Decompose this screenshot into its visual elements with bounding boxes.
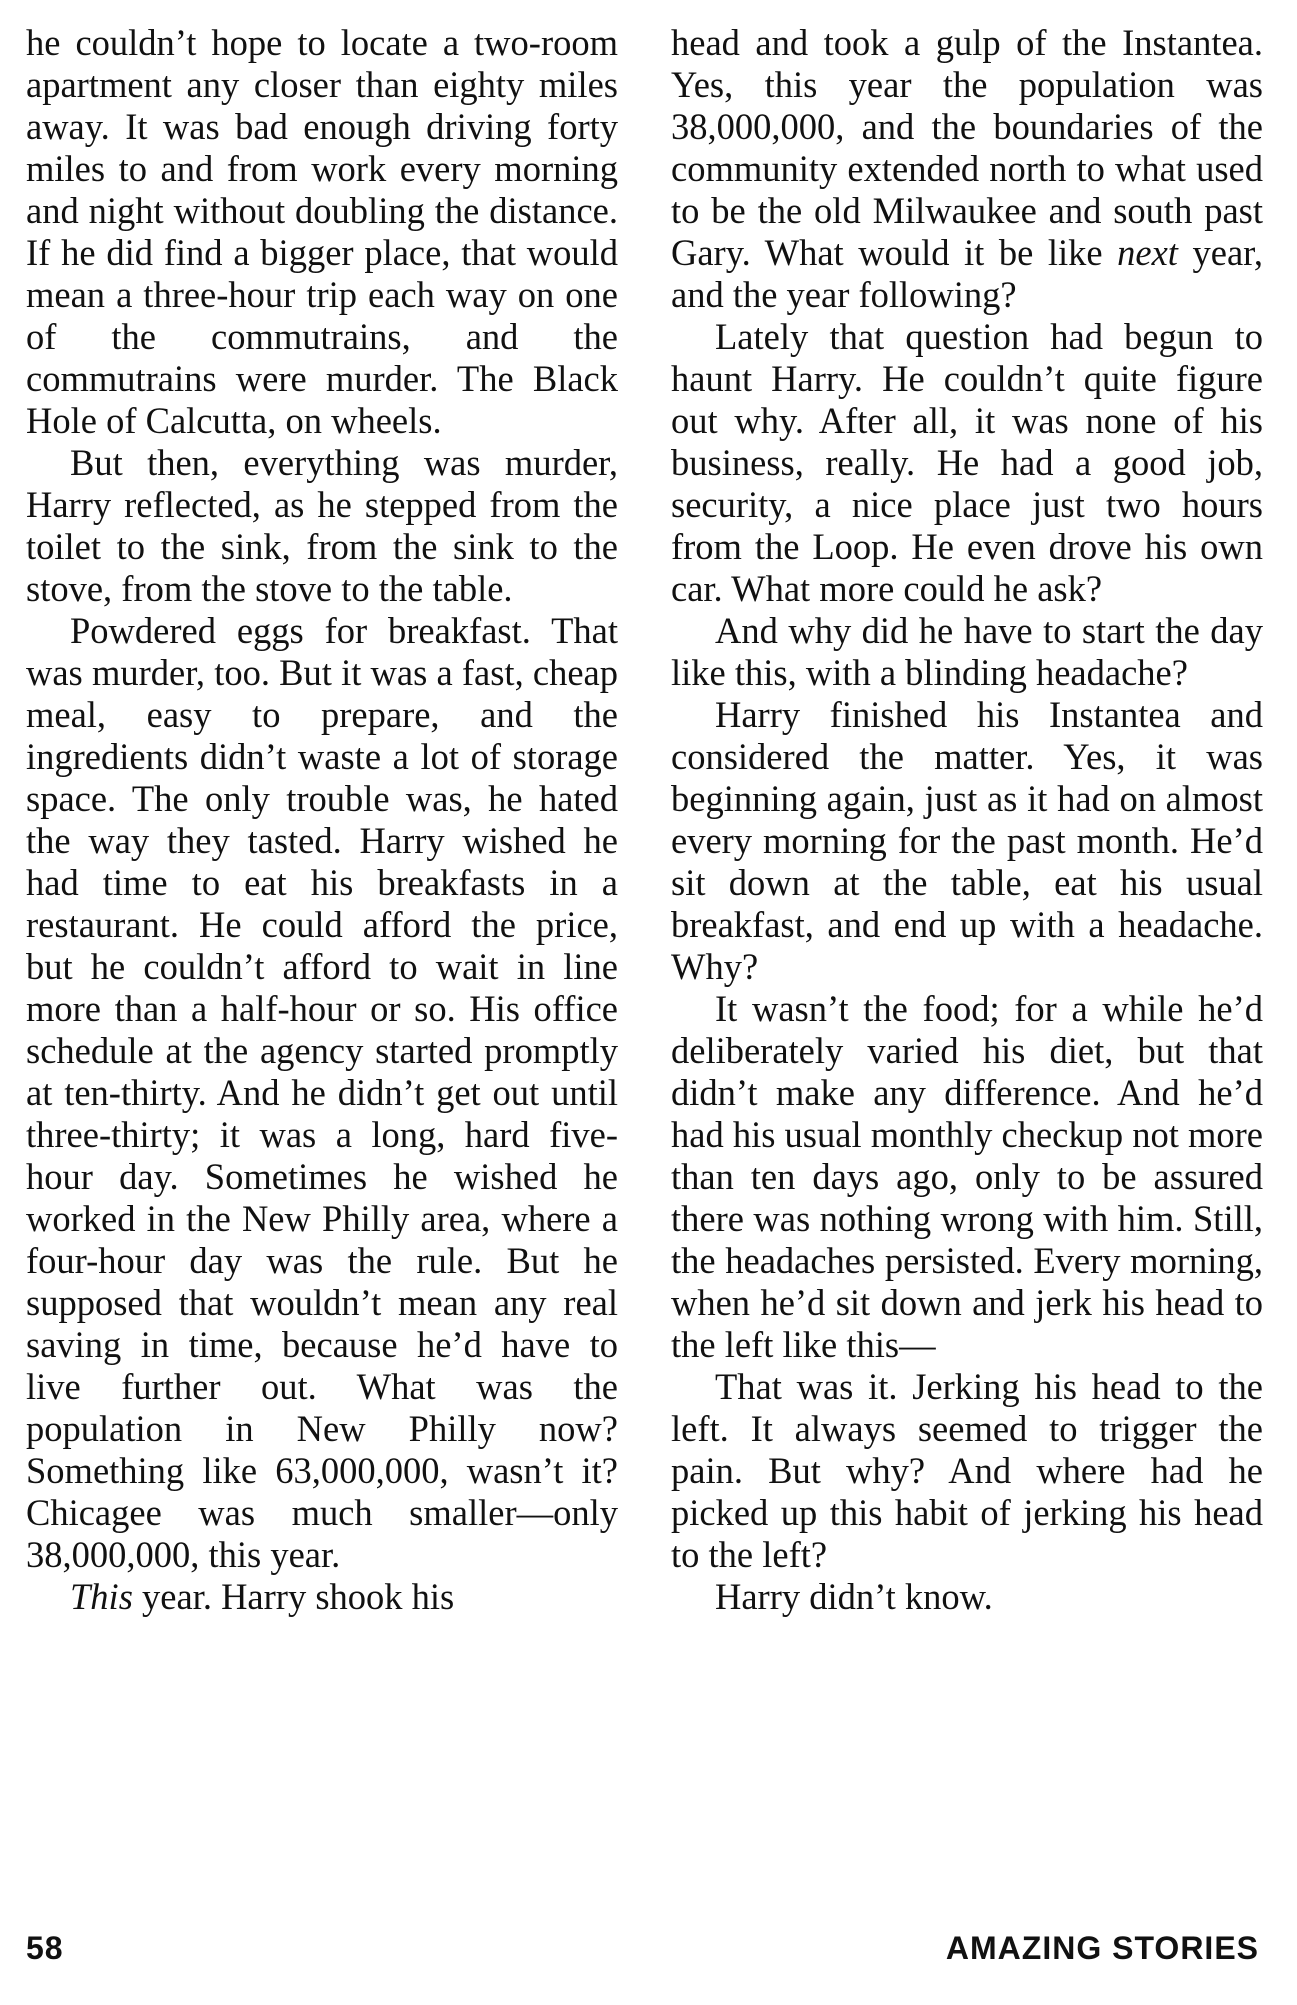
paragraph: It wasn’t the food; for a while he’d deliberately varied his diet, but that didn’t make any difference. And he’d had his usual monthly checkup not more than ten days ago, only to be assured there was nothing wrong with him. Still, the headaches persisted. Every morning, when he’d sit down and jerk his head to the left like this— <box>671 988 1264 1365</box>
running-footer-title: AMAZING STORIES <box>945 1930 1259 1966</box>
paragraph: Lately that question had begun to haunt Harry. He couldn’t quite figure out why. After all, it was none of his business, really. He had a good job, security, a nice place just two hours from the Loop. He even drove his own car. What more could he ask? <box>671 316 1263 609</box>
paragraph: That was it. Jerking his head to the left. It always seemed to trigger the pain. But why? And where had he picked up this habit of jerking his head to the left? <box>671 1366 1263 1575</box>
paragraph: Harry didn’t know. <box>715 1576 993 1617</box>
italic-word: next <box>1117 232 1178 273</box>
paragraph: Powdered eggs for breakfast. That was murder, too. But it was a fast, cheap meal, easy to prepare, and the ingredients didn’t waste a lot of storage space. The only trouble was, he hated the way they tasted. Harry wished he had time to eat his breakfasts in a restaurant. He could afford the price, but he couldn’t afford to wait in line more than a half-hour or so. His office schedule at the agency started promptly at ten-thirty. And he didn’t get out until three-thirty; it was a long, hard five-hour day. Sometimes he wished he worked in the New Philly area, where a four-hour day was the rule. But he supposed that wouldn’t mean any real saving in time, because he’d have to live further out. What was the population in New Philly now? Something like 63,000,000, wasn’t it? Chicagee was much smaller—only 38,000,000, this year. <box>26 610 618 1575</box>
left-text-column <box>26 22 618 1618</box>
paragraph <box>671 22 1263 316</box>
paragraph: Harry finished his Instantea and considered the matter. Yes, it was beginning again, just as it had on almost every morning for the past month. He’d sit down at the table, eat his usual breakfast, and end up with a headache. Why? <box>671 694 1263 987</box>
paragraph <box>26 1576 618 1618</box>
italic-word: This <box>70 1576 133 1617</box>
page-number: 58 <box>26 1930 64 1966</box>
right-text-column <box>671 22 1263 1618</box>
paragraph: And why did he have to start the day like this, with a blinding headache? <box>671 610 1263 693</box>
paragraph-text: year. Harry shook his <box>132 1576 455 1617</box>
paragraph-text: head and took a gulp of the Instantea. Yes, this year the population was 38,000,000, and the boundaries of the community extended north to what used to be the old Milwaukee and south past Gary. What would it be like <box>671 22 1263 273</box>
paragraph: But then, everything was murder, Harry reflected, as he stepped from the toilet to the sink, from the sink to the stove, from the stove to the table. <box>26 442 618 609</box>
paragraph: he couldn’t hope to locate a two-room apartment any closer than eighty miles away. It was bad enough driving forty miles to and from work every morning and night without doubling the distance. If he did find a bigger place, that would mean a three-hour trip each way on one of the commutrains, and the commutrains were murder. The Black Hole of Calcutta, on wheels. <box>26 22 618 441</box>
paragraph-text: year, and the year following? <box>671 232 1263 315</box>
